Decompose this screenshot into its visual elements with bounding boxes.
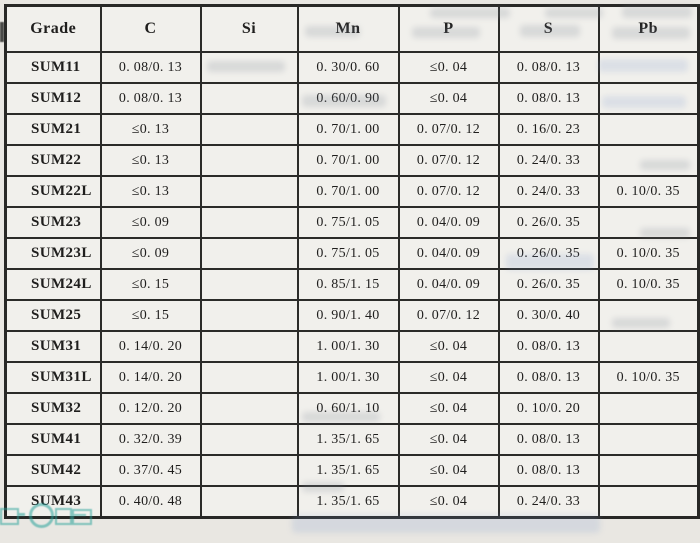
cell-grade: SUM11 — [6, 52, 101, 83]
cell-grade: SUM25 — [6, 300, 101, 331]
cell-grade: SUM32 — [6, 393, 101, 424]
cell-pb: 0. 10/0. 35 — [599, 269, 699, 300]
cell-grade: SUM31 — [6, 331, 101, 362]
column-header-p: P — [399, 6, 499, 53]
cell-c: 0. 40/0. 48 — [101, 486, 201, 518]
column-header-c: C — [101, 6, 201, 53]
table-row — [6, 455, 699, 486]
cell-grade: SUM23L — [6, 238, 101, 269]
cell-mn: 0. 70/1. 00 — [298, 114, 399, 145]
cell-pb — [599, 331, 699, 362]
cell-mn: 0. 70/1. 00 — [298, 176, 399, 207]
cell-p: 0. 04/0. 09 — [399, 238, 499, 269]
cell-si — [201, 455, 298, 486]
cell-grade: SUM22 — [6, 145, 101, 176]
cell-s: 0. 08/0. 13 — [499, 455, 599, 486]
table-row — [6, 331, 699, 362]
cell-mn: 0. 85/1. 15 — [298, 269, 399, 300]
table-header — [6, 6, 699, 53]
cell-p: 0. 07/0. 12 — [399, 300, 499, 331]
cell-p: ≤0. 04 — [399, 52, 499, 83]
cell-p: ≤0. 04 — [399, 83, 499, 114]
cell-s: 0. 24/0. 33 — [499, 486, 599, 518]
cell-si — [201, 331, 298, 362]
scan-edge-artifact — [0, 22, 4, 42]
cell-grade: SUM24L — [6, 269, 101, 300]
cell-c: ≤0. 09 — [101, 238, 201, 269]
cell-si — [201, 269, 298, 300]
table-row — [6, 83, 699, 114]
table-row — [6, 176, 699, 207]
cell-pb — [599, 145, 699, 176]
cell-c: ≤0. 13 — [101, 114, 201, 145]
cell-pb — [599, 424, 699, 455]
cell-p: ≤0. 04 — [399, 362, 499, 393]
cell-s: 0. 30/0. 40 — [499, 300, 599, 331]
cell-p: 0. 04/0. 09 — [399, 207, 499, 238]
steel-composition-table — [4, 4, 700, 519]
cell-si — [201, 176, 298, 207]
cell-pb — [599, 486, 699, 518]
table-row — [6, 362, 699, 393]
cell-s: 0. 08/0. 13 — [499, 362, 599, 393]
cell-si — [201, 207, 298, 238]
cell-s: 0. 24/0. 33 — [499, 176, 599, 207]
cell-s: 0. 08/0. 13 — [499, 424, 599, 455]
cell-s: 0. 10/0. 20 — [499, 393, 599, 424]
cell-p: 0. 07/0. 12 — [399, 176, 499, 207]
cell-si — [201, 486, 298, 518]
table-row — [6, 424, 699, 455]
cell-pb — [599, 455, 699, 486]
cell-grade: SUM21 — [6, 114, 101, 145]
table-row — [6, 114, 699, 145]
cell-pb: 0. 10/0. 35 — [599, 362, 699, 393]
table-row — [6, 207, 699, 238]
cell-grade: SUM42 — [6, 455, 101, 486]
cell-p: ≤0. 04 — [399, 455, 499, 486]
cell-c: 0. 12/0. 20 — [101, 393, 201, 424]
cell-mn: 0. 60/1. 10 — [298, 393, 399, 424]
cell-pb — [599, 393, 699, 424]
cell-c: ≤0. 13 — [101, 176, 201, 207]
cell-c: 0. 08/0. 13 — [101, 52, 201, 83]
cell-p: ≤0. 04 — [399, 331, 499, 362]
table-row — [6, 486, 699, 518]
cell-si — [201, 83, 298, 114]
cell-pb — [599, 114, 699, 145]
cell-pb — [599, 300, 699, 331]
cell-mn: 1. 00/1. 30 — [298, 362, 399, 393]
cell-pb: 0. 10/0. 35 — [599, 238, 699, 269]
cell-s: 0. 26/0. 35 — [499, 269, 599, 300]
table-row — [6, 269, 699, 300]
cell-grade: SUM43 — [6, 486, 101, 518]
cell-pb — [599, 83, 699, 114]
cell-si — [201, 362, 298, 393]
table-row — [6, 238, 699, 269]
table-row — [6, 52, 699, 83]
cell-c: 0. 14/0. 20 — [101, 362, 201, 393]
cell-s: 0. 08/0. 13 — [499, 331, 599, 362]
column-header-si: Si — [201, 6, 298, 53]
cell-p: ≤0. 04 — [399, 486, 499, 518]
cell-pb — [599, 207, 699, 238]
cell-si — [201, 300, 298, 331]
cell-si — [201, 52, 298, 83]
cell-mn: 1. 35/1. 65 — [298, 486, 399, 518]
cell-s: 0. 24/0. 33 — [499, 145, 599, 176]
cell-grade: SUM12 — [6, 83, 101, 114]
cell-c: 0. 37/0. 45 — [101, 455, 201, 486]
cell-mn: 0. 70/1. 00 — [298, 145, 399, 176]
header-row — [6, 6, 699, 53]
cell-mn: 1. 35/1. 65 — [298, 455, 399, 486]
table-row — [6, 145, 699, 176]
cell-mn: 0. 30/0. 60 — [298, 52, 399, 83]
cell-si — [201, 114, 298, 145]
column-header-grade: Grade — [6, 6, 101, 53]
cell-p: ≤0. 04 — [399, 424, 499, 455]
column-header-pb: Pb — [599, 6, 699, 53]
cell-s: 0. 08/0. 13 — [499, 52, 599, 83]
cell-s: 0. 26/0. 35 — [499, 207, 599, 238]
cell-p: ≤0. 04 — [399, 393, 499, 424]
cell-mn: 1. 00/1. 30 — [298, 331, 399, 362]
cell-p: 0. 07/0. 12 — [399, 145, 499, 176]
cell-grade: SUM41 — [6, 424, 101, 455]
cell-mn: 0. 75/1. 05 — [298, 238, 399, 269]
cell-s: 0. 26/0. 35 — [499, 238, 599, 269]
cell-grade: SUM23 — [6, 207, 101, 238]
cell-c: 0. 32/0. 39 — [101, 424, 201, 455]
column-header-s: S — [499, 6, 599, 53]
table-row — [6, 393, 699, 424]
cell-c: 0. 08/0. 13 — [101, 83, 201, 114]
cell-p: 0. 07/0. 12 — [399, 114, 499, 145]
cell-mn: 0. 60/0. 90 — [298, 83, 399, 114]
cell-c: 0. 14/0. 20 — [101, 331, 201, 362]
cell-p: 0. 04/0. 09 — [399, 269, 499, 300]
cell-pb — [599, 52, 699, 83]
table-row — [6, 300, 699, 331]
cell-c: ≤0. 13 — [101, 145, 201, 176]
cell-grade: SUM22L — [6, 176, 101, 207]
cell-pb: 0. 10/0. 35 — [599, 176, 699, 207]
column-header-mn: Mn — [298, 6, 399, 53]
cell-c: ≤0. 15 — [101, 269, 201, 300]
cell-mn: 1. 35/1. 65 — [298, 424, 399, 455]
cell-si — [201, 238, 298, 269]
cell-si — [201, 424, 298, 455]
cell-s: 0. 08/0. 13 — [499, 83, 599, 114]
cell-si — [201, 393, 298, 424]
cell-mn: 0. 75/1. 05 — [298, 207, 399, 238]
cell-mn: 0. 90/1. 40 — [298, 300, 399, 331]
cell-si — [201, 145, 298, 176]
cell-c: ≤0. 15 — [101, 300, 201, 331]
cell-c: ≤0. 09 — [101, 207, 201, 238]
table-body — [6, 52, 699, 518]
cell-s: 0. 16/0. 23 — [499, 114, 599, 145]
cell-grade: SUM31L — [6, 362, 101, 393]
